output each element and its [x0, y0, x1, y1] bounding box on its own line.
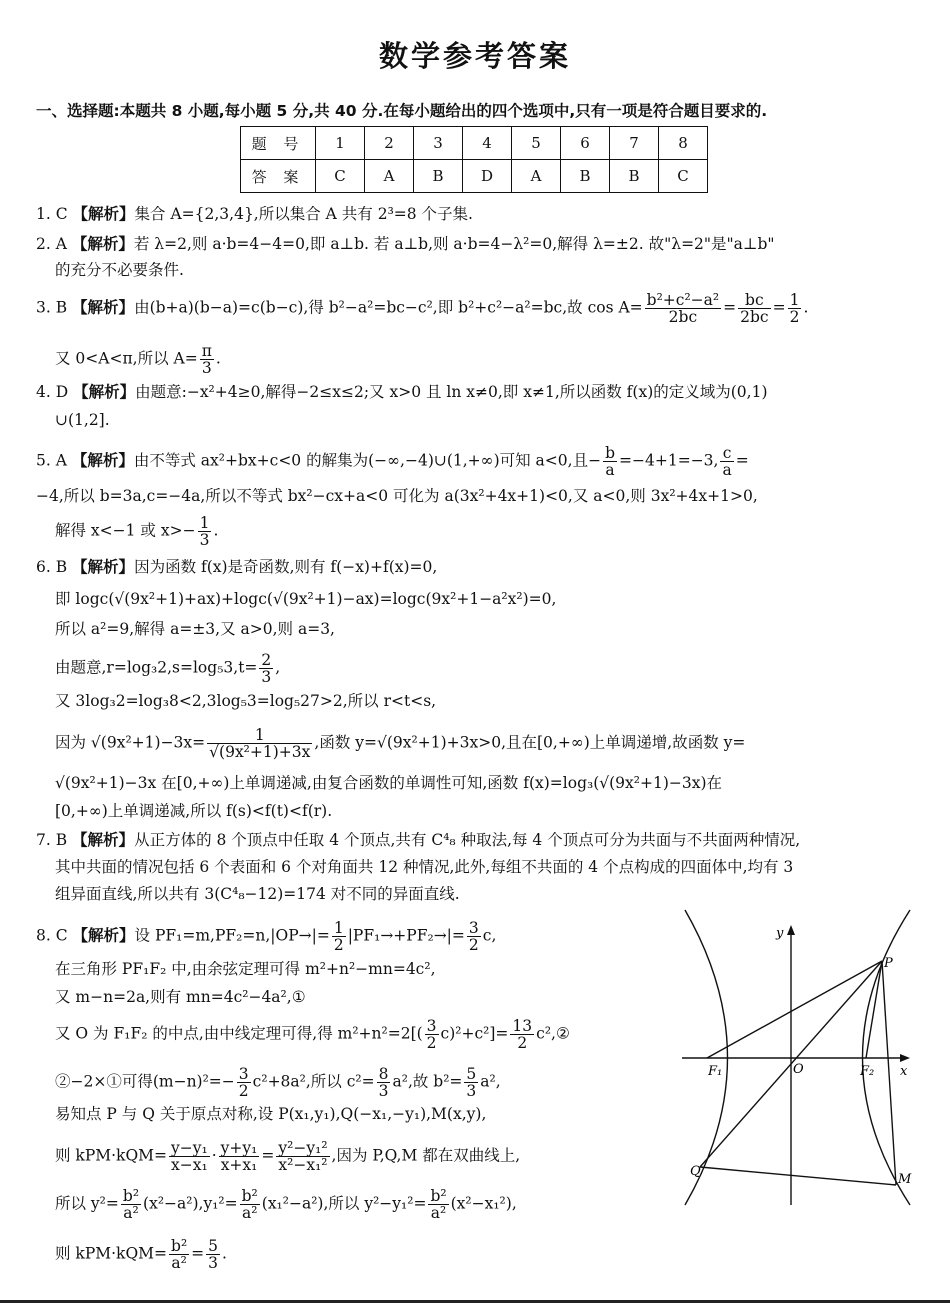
- table-cell: C: [316, 160, 365, 193]
- segment-pm: [882, 961, 896, 1185]
- analysis-tag: 【解析】: [72, 298, 135, 317]
- fraction: $\frac{c}{a}$: [722, 444, 732, 479]
- q2-cont: 的充分不必要条件.: [55, 261, 184, 279]
- label-y: y: [776, 926, 784, 941]
- analysis-tag: 【解析】: [72, 558, 135, 576]
- fraction: $\frac{\text{b²}}{\text{a²}}$: [241, 1187, 258, 1222]
- q1-text: 集合 A={2,3,4},所以集合 A 共有 2³=8 个子集.: [134, 205, 473, 223]
- q8-l6: 易知点 P 与 Q 关于原点对称,设 P(x₁,y₁),Q(−x₁,−y₁),M(x,y),: [55, 1105, 487, 1123]
- table-cell: 5: [512, 127, 561, 160]
- table-cell: A: [512, 160, 561, 193]
- fraction: $\frac{3}{2}$: [238, 1065, 249, 1100]
- analysis-tag: 【解析】: [71, 235, 134, 253]
- page-bottom-rule: [0, 1300, 950, 1303]
- q7-l2: 其中共面的情况包括 6 个表面和 6 个对角面共 12 种情况,此外,每组不共面的 4 个点构成的四面体中,均有 3: [55, 858, 794, 876]
- label-m: M: [898, 1172, 912, 1187]
- label-f1: F₁: [708, 1064, 723, 1079]
- table-row: [241, 160, 708, 193]
- y-axis-arrow-icon: [787, 925, 795, 935]
- q3-text: 由(b+a)(b−a)=c(b−c),得 b²−a²=bc−c²,即 b²+c²−a²=bc,故 cos A=: [134, 298, 643, 317]
- q8-l7: 则 kPM·kQM= $\frac{\text{y−y₁}}{\text{x−x₁}}$ · $\frac{\text{y+y₁}}{\text{x+x₁}}$ = $\frac{\text{y²−y₁²}}{\text{x²−x₁²}}$ ,因为 P,Q,M 都在双曲线上,: [55, 1139, 521, 1174]
- x-axis-arrow-icon: [900, 1054, 910, 1062]
- fraction: $\frac{2}{3}$: [261, 651, 272, 686]
- q3-cont: 又 0<A<π,所以 A= $\frac{\pi}{3}$ .: [55, 342, 221, 377]
- table-cell: 8: [659, 127, 708, 160]
- fraction: $\frac{3}{2}$: [468, 919, 479, 954]
- hyperbola-figure: [660, 905, 915, 1210]
- q1-line: [36, 203, 916, 225]
- fraction: $\frac{\text{b²+c²−a²}}{2bc}$: [646, 291, 720, 326]
- fraction: $\frac{3}{2}$: [426, 1017, 437, 1052]
- q4-line: [36, 381, 916, 403]
- fraction: $\frac{1}{2}$: [789, 291, 800, 326]
- q6-line: 6. B 【解析】因为函数 f(x)是奇函数,则有 f(−x)+f(x)=0,: [36, 558, 438, 576]
- q6-l2: 即 logc(√(9x²+1)+ax)+logc(√(9x²+1)−ax)=logc(9x²+1−a²x²)=0,: [55, 590, 557, 608]
- q6-l6: 因为 √(9x²+1)−3x= $\frac{1}{\text{√(9x²+1)+3x}}$ ,函数 y=√(9x²+1)+3x>0,且在[0,+∞)上单调递增,故函数 y=: [55, 726, 746, 761]
- q1-number: 1. C: [36, 205, 68, 223]
- table-header-cell: 答 案: [241, 160, 316, 193]
- fraction: $\frac{bc}{2bc}$: [740, 291, 769, 326]
- q8-l3: 又 m−n=2a,则有 mn=4c²−4a²,①: [55, 988, 306, 1006]
- fraction: $\frac{\text{b²}}{\text{a²}}$: [122, 1187, 140, 1222]
- q6-l3: 所以 a²=9,解得 a=±3,又 a>0,则 a=3,: [55, 620, 335, 638]
- q7-line: 7. B 【解析】从正方体的 8 个顶点中任取 4 个顶点,共有 C⁴₈ 种取法,每 4 个顶点可分为共面与不共面两种情况,: [36, 831, 801, 849]
- fraction: $\frac{\text{b²}}{\text{a²}}$: [171, 1237, 188, 1272]
- q2-text: 若 λ=2,则 a·b=4−4=0,即 a⊥b. 若 a⊥b,则 a·b=4−λ²=0,解得 λ=±2. 故"λ=2"是"a⊥b": [133, 235, 775, 253]
- table-cell: B: [561, 160, 610, 193]
- q2-number: 2. A: [36, 235, 67, 253]
- fraction: $\frac{13}{2}$: [512, 1017, 533, 1052]
- q5-line: 5. A 【解析】由不等式 ax²+bx+c<0 的解集为(−∞,−4)∪(1,+∞)可知 a<0,且− $\frac{b}{a}$ =−4+1=−3, $\frac{c}{a}$ =: [36, 444, 749, 479]
- q5-number: 5. A: [36, 451, 67, 470]
- fraction: $\frac{\pi}{3}$: [201, 342, 212, 377]
- label-o: O: [793, 1062, 804, 1077]
- q5-cont2: 解得 x<−1 或 x>− $\frac{1}{3}$ .: [55, 514, 219, 549]
- q4-number: 4. D: [36, 383, 69, 401]
- q6-l7: √(9x²+1)−3x 在[0,+∞)上单调递减,由复合函数的单调性可知,函数 f(x)=log₃(√(9x²+1)−3x)在: [55, 774, 723, 792]
- q3-line: 3. B 【解析】由(b+a)(b−a)=c(b−c),得 b²−a²=bc−c²,即 b²+c²−a²=bc,故 cos A= $\frac{\text{b²+c²−a²}}{2bc}$ = $\frac{bc}{2bc}$ = $\frac{1}{2}$ .: [36, 291, 809, 326]
- fraction: $\frac{8}{3}$: [378, 1065, 389, 1100]
- segment-qm: [700, 1167, 896, 1185]
- q8-l8: 所以 y²= $\frac{\text{b²}}{\text{a²}}$ (x²−a²),y₁²= $\frac{\text{b²}}{\text{a²}}$ (x₁²−a²),所以 y²−y₁²= $\frac{\text{b²}}{\text{a²}}$ (x²−x₁²),: [55, 1187, 517, 1222]
- fraction: $\frac{b}{a}$: [605, 444, 616, 479]
- fraction: $\frac{\text{y²−y₁²}}{\text{x²−x₁²}}$: [278, 1139, 328, 1174]
- table-cell: 7: [610, 127, 659, 160]
- analysis-tag: 【解析】: [72, 205, 135, 223]
- fraction: $\frac{\text{y+y₁}}{\text{x+x₁}}$: [220, 1139, 258, 1174]
- q4-text: 由题意:−x²+4≥0,解得−2≤x≤2;又 x>0 且 ln x≠0,即 x≠1,所以函数 f(x)的定义域为(0,1): [135, 383, 768, 401]
- page-title: 数学参考答案: [378, 39, 571, 73]
- fraction: $\frac{5}{3}$: [208, 1237, 219, 1272]
- q5-cont: −4,所以 b=3a,c=−4a,所以不等式 bx²−cx+a<0 可化为 a(3x²+4x+1)<0,又 a<0,则 3x²+4x+1>0,: [36, 487, 758, 505]
- q6-l5: 又 3log₃2=log₃8<2,3log₅3=log₅27>2,所以 r<t<s,: [55, 692, 437, 710]
- analysis-tag: 【解析】: [71, 451, 134, 470]
- fraction: $\frac{\text{y−y₁}}{\text{x−x₁}}$: [171, 1139, 208, 1174]
- fraction: $\frac{1}{\text{√(9x²+1)+3x}}$: [209, 726, 311, 761]
- label-p: P: [884, 956, 893, 971]
- q6-number: 6. B: [36, 558, 68, 576]
- table-cell: 3: [414, 127, 463, 160]
- analysis-tag: 【解析】: [72, 831, 135, 849]
- table-row: [241, 127, 708, 160]
- table-cell: A: [365, 160, 414, 193]
- table-cell: B: [610, 160, 659, 193]
- table-cell: D: [463, 160, 512, 193]
- q8-l2: 在三角形 PF₁F₂ 中,由余弦定理可得 m²+n²−mn=4c²,: [55, 960, 436, 978]
- table-cell: 1: [316, 127, 365, 160]
- q4-cont: ∪(1,2].: [55, 411, 110, 429]
- section-heading: 一、选择题:本题共 8 小题,每小题 5 分,共 40 分.在每小题给出的四个选项中,只有一项是符合题目要求的.: [36, 102, 768, 120]
- analysis-tag: 【解析】: [72, 926, 135, 945]
- fraction: $\frac{\text{b²}}{\text{a²}}$: [430, 1187, 447, 1222]
- q2-line: [36, 233, 916, 255]
- label-q: Q: [690, 1164, 701, 1179]
- table-cell: 4: [463, 127, 512, 160]
- answer-table: [240, 126, 708, 193]
- table-cell: 2: [365, 127, 414, 160]
- segment-pf1: [707, 961, 882, 1058]
- q8-line: 8. C 【解析】设 PF₁=m,PF₂=n,|OP→|= $\frac{1}{2}$ |PF₁→+PF₂→|= $\frac{3}{2}$ c,: [36, 919, 497, 954]
- q8-l9: 则 kPM·kQM= $\frac{\text{b²}}{\text{a²}}$ = $\frac{5}{3}$ .: [55, 1237, 227, 1272]
- q6-l4: 由题意,r=log₃2,s=log₅3,t= $\frac{2}{3}$ ,: [55, 651, 281, 686]
- q6-l8: [0,+∞)上单调递减,所以 f(s)<f(t)<f(r).: [55, 802, 333, 820]
- q8-number: 8. C: [36, 926, 68, 945]
- q3-number: 3. B: [36, 298, 68, 317]
- table-cell: C: [659, 160, 708, 193]
- q8-l4: 又 O 为 F₁F₂ 的中点,由中线定理可得,得 m²+n²=2[( $\frac{3}{2}$ c)²+c²]= $\frac{13}{2}$ c²,②: [55, 1017, 570, 1052]
- q7-number: 7. B: [36, 831, 68, 849]
- analysis-tag: 【解析】: [73, 383, 136, 401]
- fraction: $\frac{5}{3}$: [466, 1065, 477, 1100]
- table-cell: B: [414, 160, 463, 193]
- table-header-cell: 题 号: [241, 127, 316, 160]
- label-f2: F₂: [860, 1064, 875, 1079]
- fraction: $\frac{1}{2}$: [333, 919, 344, 954]
- q8-l5: ②−2×①可得(m−n)²=− $\frac{3}{2}$ c²+8a²,所以 c²= $\frac{8}{3}$ a²,故 b²= $\frac{5}{3}$ a²,: [55, 1065, 501, 1100]
- table-cell: 6: [561, 127, 610, 160]
- q7-l3: 组异面直线,所以共有 3(C⁴₈−12)=174 对不同的异面直线.: [55, 885, 460, 903]
- label-x: x: [900, 1064, 908, 1079]
- fraction: $\frac{1}{3}$: [199, 514, 210, 549]
